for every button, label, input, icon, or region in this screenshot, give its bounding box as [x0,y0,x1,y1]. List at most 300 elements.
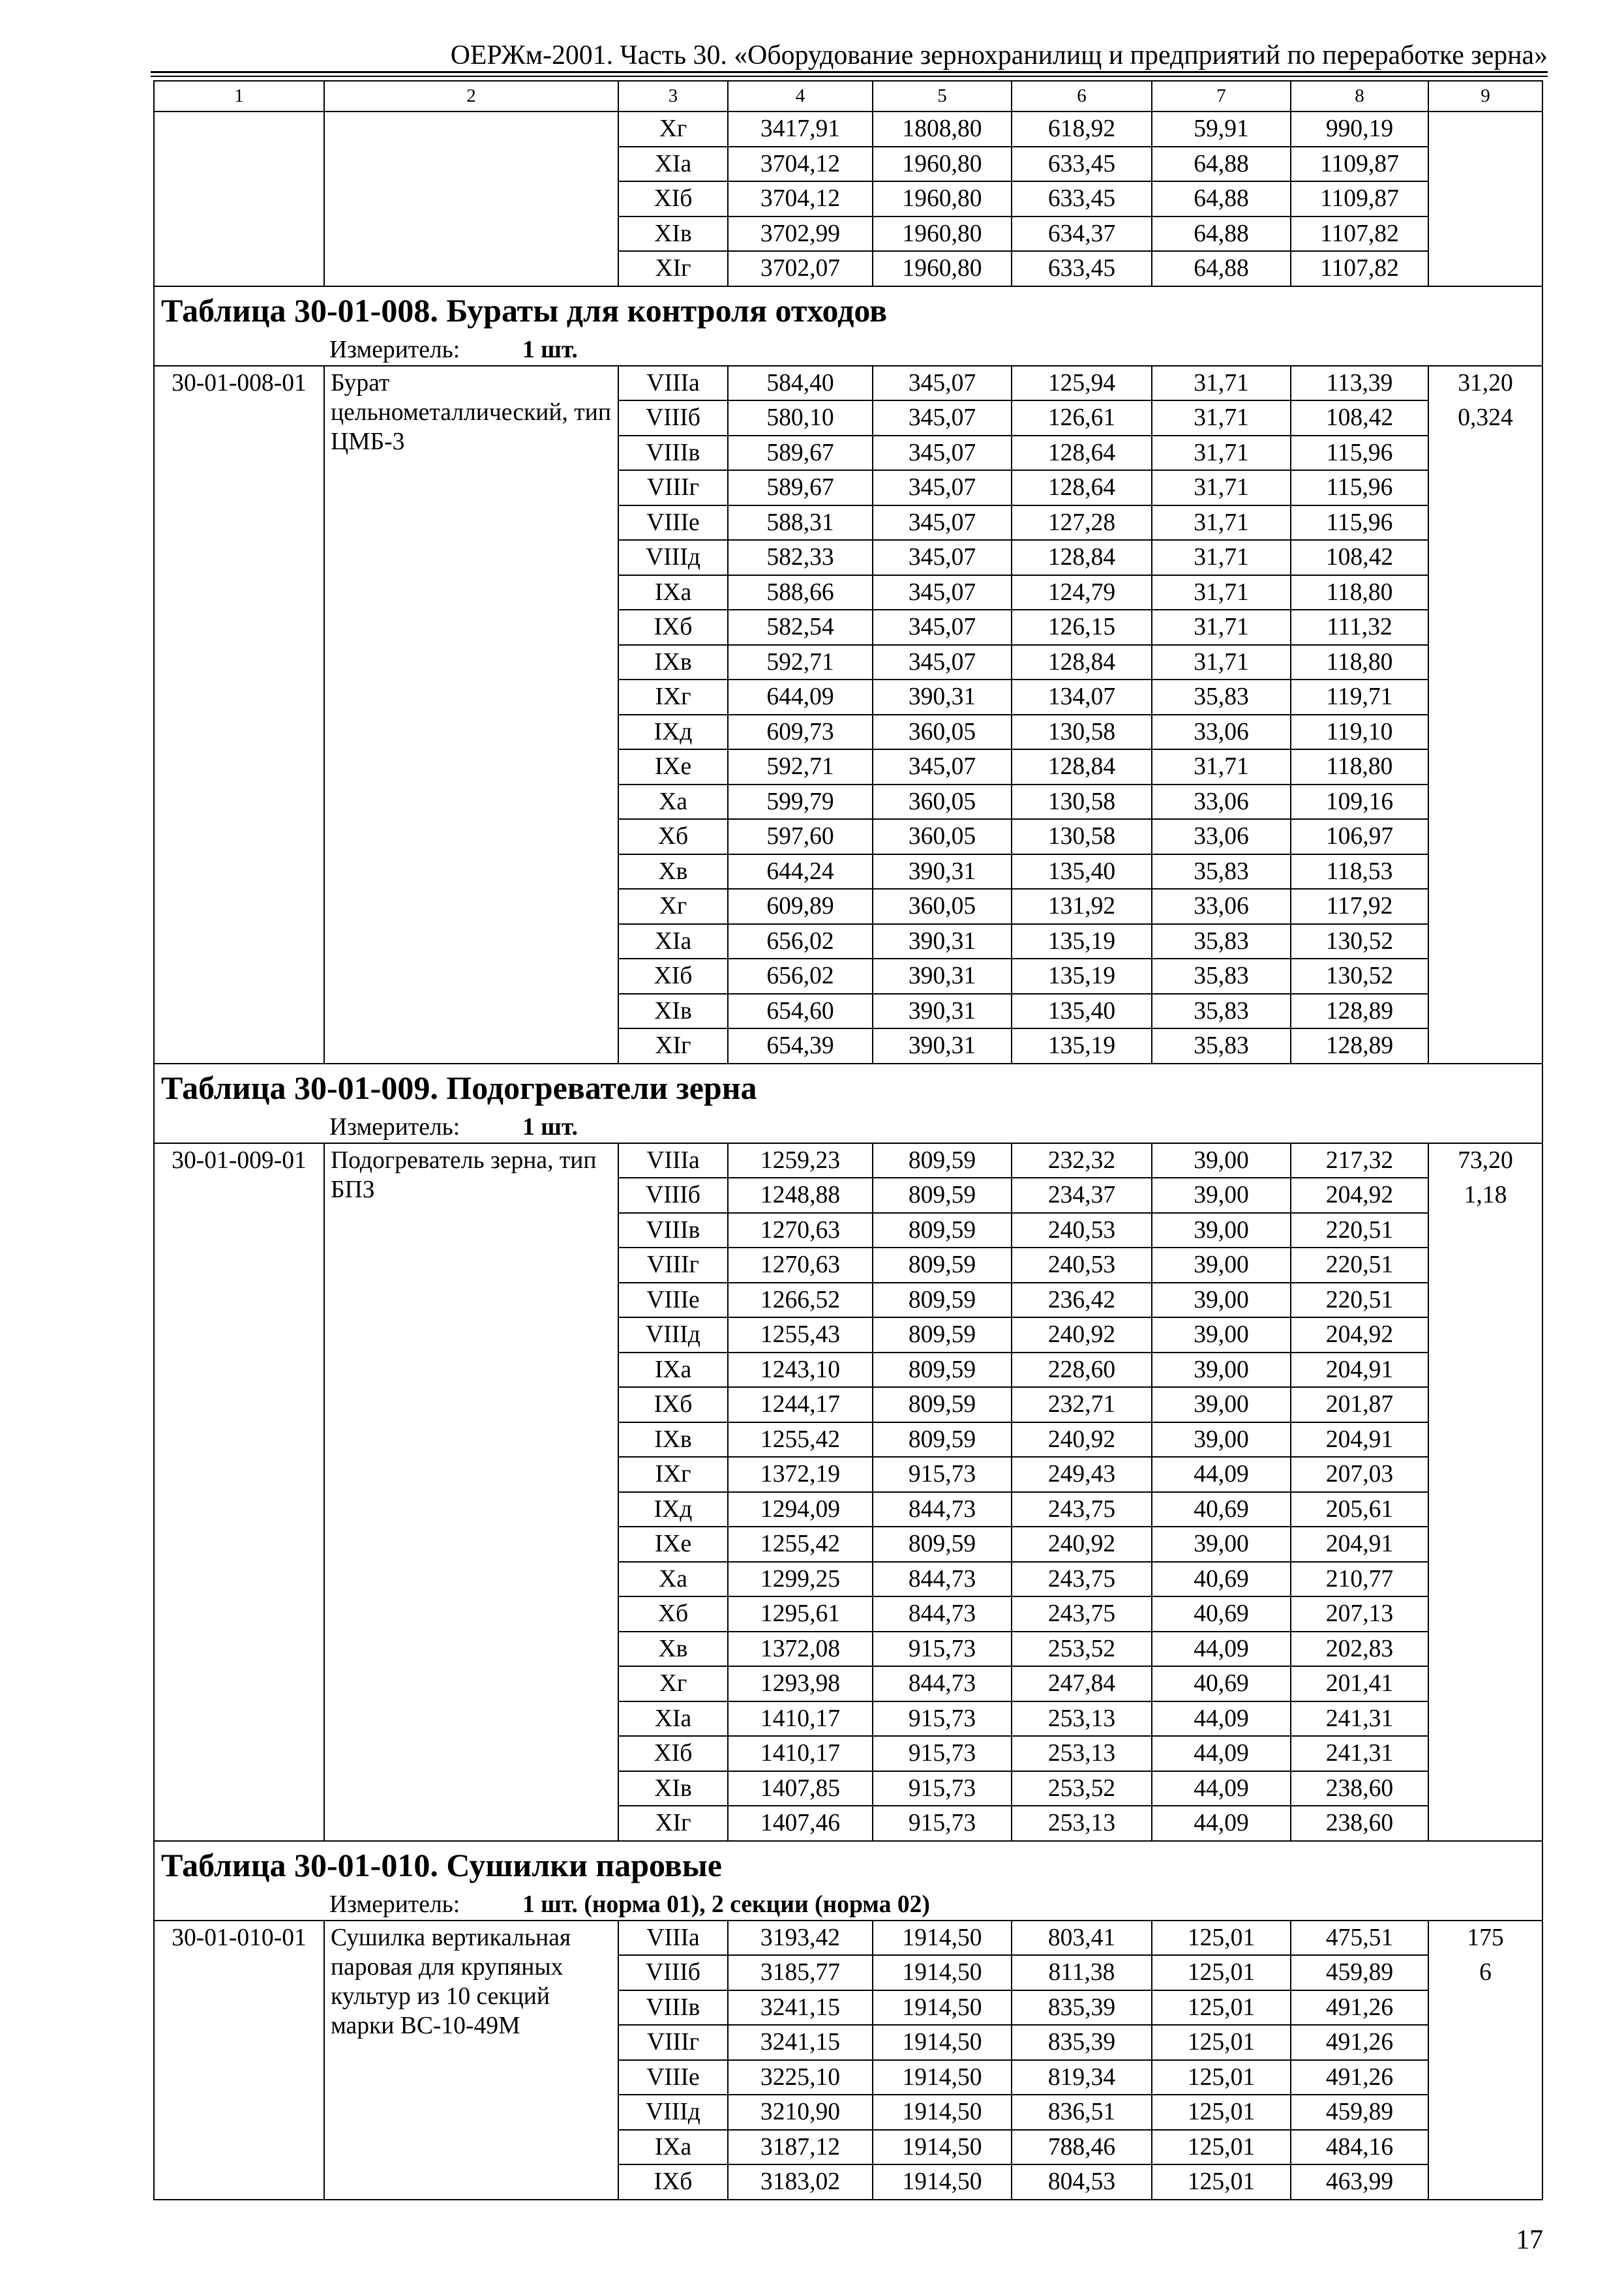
value-col-6: 633,45 [1012,252,1152,287]
value-col-4: 1266,52 [729,1283,873,1319]
value-col-6: 634,37 [1012,217,1152,252]
zone-cell: IXд [619,715,729,751]
value-col-4: 589,67 [729,436,873,471]
value-col-6: 128,84 [1012,646,1152,681]
column-number: 4 [729,82,873,112]
zone-cell: Xа [619,785,729,820]
value-col-6: 135,40 [1012,995,1152,1030]
value-col-5: 1914,50 [873,2131,1012,2166]
value-col-7: 39,00 [1152,1248,1291,1283]
value-col-8: 128,89 [1291,1029,1429,1064]
value-col-7: 39,00 [1152,1178,1291,1214]
value-col-5: 809,59 [873,1178,1012,1214]
value-col-4: 588,31 [729,506,873,541]
value-col-5: 345,07 [873,436,1012,471]
unit-of-measure-row [155,1889,1543,1921]
value-col-5: 1914,50 [873,1991,1012,2026]
value-col-7: 35,83 [1152,855,1291,890]
item-name: Бурат цельнометаллический, тип ЦМБ-3 [325,367,619,1064]
value-col-6: 134,07 [1012,680,1152,715]
zone-cell: VIIIе [619,1283,729,1319]
value-col-4: 3193,42 [729,1921,873,1956]
value-col-4: 1255,42 [729,1423,873,1458]
value-col-8: 207,13 [1291,1597,1429,1632]
value-col-4: 1407,46 [729,1806,873,1842]
zone-cell: IXе [619,1527,729,1563]
zone-cell: VIIIв [619,436,729,471]
value-col-7: 64,88 [1152,182,1291,217]
column-9-value: 1,18 [1464,1182,1507,1208]
value-col-8: 128,89 [1291,995,1429,1030]
value-col-4: 1372,19 [729,1458,873,1493]
value-col-4: 592,71 [729,750,873,785]
value-col-8: 220,51 [1291,1248,1429,1283]
value-col-6: 128,84 [1012,750,1152,785]
value-col-4: 1255,42 [729,1527,873,1563]
value-col-5: 1960,80 [873,217,1012,252]
unit-of-measure-row [155,1112,1543,1144]
value-col-6: 126,15 [1012,610,1152,646]
zone-cell: IXд [619,1493,729,1528]
value-col-5: 844,73 [873,1563,1012,1598]
value-col-7: 39,00 [1152,1214,1291,1249]
value-col-8: 130,52 [1291,959,1429,995]
value-col-5: 345,07 [873,541,1012,576]
value-col-6: 253,13 [1012,1737,1152,1772]
zone-cell: IXб [619,1388,729,1423]
rate-code: 30-01-010-01 [155,1921,325,2200]
column-number: 3 [619,82,729,112]
zone-cell: VIIIд [619,1318,729,1353]
rate-code: 30-01-008-01 [155,367,325,1064]
value-col-5: 345,07 [873,367,1012,402]
value-col-7: 44,09 [1152,1632,1291,1668]
value-col-8: 217,32 [1291,1144,1429,1179]
zone-cell: Xб [619,820,729,855]
value-col-4: 3210,90 [729,2095,873,2131]
value-col-4: 609,73 [729,715,873,751]
value-col-6: 247,84 [1012,1667,1152,1702]
value-col-7: 31,71 [1152,610,1291,646]
zone-cell: Xг [619,890,729,925]
value-col-4: 1270,63 [729,1248,873,1283]
value-col-8: 202,83 [1291,1632,1429,1668]
value-col-6: 125,94 [1012,367,1152,402]
zone-cell: IXг [619,1458,729,1493]
column-9-value: 31,20 [1458,369,1513,396]
measure-value: 1 шт. (норма 01), 2 секции (норма 02) [522,1891,930,1918]
column-9-values [1429,367,1543,1064]
value-col-8: 484,16 [1291,2131,1429,2166]
value-col-4: 654,60 [729,995,873,1030]
zone-cell: Xв [619,855,729,890]
value-col-6: 228,60 [1012,1353,1152,1388]
value-col-4: 1243,10 [729,1353,873,1388]
value-col-6: 819,34 [1012,2061,1152,2096]
zone-cell: XIв [619,217,729,252]
value-col-8: 118,80 [1291,646,1429,681]
value-col-4: 599,79 [729,785,873,820]
value-col-4: 1255,43 [729,1318,873,1353]
zone-cell: XIа [619,925,729,960]
value-col-5: 809,59 [873,1353,1012,1388]
value-col-4: 582,33 [729,541,873,576]
zone-cell: XIа [619,147,729,183]
value-col-6: 240,92 [1012,1318,1152,1353]
value-col-7: 33,06 [1152,820,1291,855]
value-col-5: 360,05 [873,820,1012,855]
value-col-4: 3704,12 [729,147,873,183]
value-col-5: 809,59 [873,1423,1012,1458]
column-number: 2 [325,82,619,112]
value-col-5: 915,73 [873,1702,1012,1737]
value-col-6: 240,92 [1012,1423,1152,1458]
value-col-7: 125,01 [1152,2061,1291,2096]
value-col-7: 44,09 [1152,1702,1291,1737]
header-double-rule [151,71,1548,77]
zone-cell: Xб [619,1597,729,1632]
zone-cell: VIIIе [619,2061,729,2096]
value-col-5: 1914,50 [873,2026,1012,2061]
value-col-7: 64,88 [1152,217,1291,252]
table-title: Таблица 30-01-010. Сушилки паровые [155,1842,1543,1889]
value-col-5: 360,05 [873,715,1012,751]
value-col-7: 39,00 [1152,1527,1291,1563]
value-col-7: 40,69 [1152,1667,1291,1702]
value-col-8: 118,80 [1291,750,1429,785]
value-col-4: 597,60 [729,820,873,855]
value-col-5: 360,05 [873,785,1012,820]
column-9-value: 0,324 [1458,404,1513,431]
value-col-6: 633,45 [1012,182,1152,217]
zone-cell: IXв [619,1423,729,1458]
value-col-6: 234,37 [1012,1178,1152,1214]
zone-cell: Xг [619,112,729,147]
value-col-4: 589,67 [729,471,873,506]
value-col-5: 1914,50 [873,1956,1012,1991]
value-col-6: 130,58 [1012,715,1152,751]
zone-cell: VIIIд [619,541,729,576]
value-col-8: 113,39 [1291,367,1429,402]
column-number: 8 [1291,82,1429,112]
value-col-8: 491,26 [1291,2061,1429,2096]
value-col-8: 210,77 [1291,1563,1429,1598]
value-col-7: 40,69 [1152,1493,1291,1528]
item-name: Подогреватель зерна, тип БПЗ [325,1144,619,1842]
value-col-6: 243,75 [1012,1597,1152,1632]
zone-cell: Xа [619,1563,729,1598]
value-col-6: 131,92 [1012,890,1152,925]
value-col-7: 33,06 [1152,785,1291,820]
zone-cell: VIIIг [619,1248,729,1283]
value-col-6: 835,39 [1012,1991,1152,2026]
value-col-8: 459,89 [1291,1956,1429,1991]
page-number: 17 [1516,2225,1543,2255]
value-col-4: 1248,88 [729,1178,873,1214]
zone-cell: VIIIб [619,1178,729,1214]
value-col-5: 809,59 [873,1527,1012,1563]
zone-cell: XIг [619,1029,729,1064]
value-col-8: 463,99 [1291,2165,1429,2200]
column-number: 6 [1012,82,1152,112]
zone-cell: XIв [619,1772,729,1807]
value-col-6: 240,53 [1012,1214,1152,1249]
zone-cell: IXа [619,576,729,611]
value-col-4: 1270,63 [729,1214,873,1249]
value-col-5: 345,07 [873,750,1012,785]
value-col-4: 588,66 [729,576,873,611]
value-col-5: 1914,50 [873,2061,1012,2096]
value-col-8: 1109,87 [1291,182,1429,217]
value-col-5: 345,07 [873,610,1012,646]
value-col-8: 204,91 [1291,1527,1429,1563]
value-col-4: 3702,99 [729,217,873,252]
value-col-7: 125,01 [1152,2095,1291,2131]
measure-value: 1 шт. [522,1113,578,1141]
value-col-5: 390,31 [873,959,1012,995]
measure-label: Измеритель: [329,1891,460,1918]
column-number: 7 [1152,82,1291,112]
value-col-6: 240,53 [1012,1248,1152,1283]
value-col-4: 1259,23 [729,1144,873,1179]
value-col-7: 125,01 [1152,1921,1291,1956]
value-col-4: 1372,08 [729,1632,873,1668]
value-col-8: 990,19 [1291,112,1429,147]
value-col-8: 205,61 [1291,1493,1429,1528]
value-col-7: 64,88 [1152,147,1291,183]
value-col-7: 39,00 [1152,1353,1291,1388]
zone-cell: XIб [619,182,729,217]
value-col-8: 117,92 [1291,890,1429,925]
value-col-5: 915,73 [873,1458,1012,1493]
value-col-6: 128,84 [1012,541,1152,576]
column-9-values [1429,1144,1543,1842]
zone-cell: VIIIг [619,2026,729,2061]
value-col-7: 125,01 [1152,1991,1291,2026]
zone-cell: VIIIб [619,1956,729,1991]
value-col-5: 809,59 [873,1144,1012,1179]
value-col-4: 3183,02 [729,2165,873,2200]
zone-cell: VIIIе [619,506,729,541]
value-col-8: 1109,87 [1291,147,1429,183]
value-col-6: 135,19 [1012,925,1152,960]
measure-label: Измеритель: [329,1113,460,1141]
value-col-8: 118,80 [1291,576,1429,611]
value-col-4: 644,09 [729,680,873,715]
value-col-7: 35,83 [1152,959,1291,995]
value-col-5: 390,31 [873,925,1012,960]
value-col-8: 491,26 [1291,1991,1429,2026]
zone-cell: VIIIд [619,2095,729,2131]
value-col-7: 125,01 [1152,2131,1291,2166]
zone-cell: IXв [619,646,729,681]
value-col-6: 253,13 [1012,1702,1152,1737]
value-col-5: 1914,50 [873,1921,1012,1956]
value-col-6: 130,58 [1012,820,1152,855]
rate-code [155,112,325,287]
value-col-8: 118,53 [1291,855,1429,890]
value-col-4: 3417,91 [729,112,873,147]
value-col-6: 135,40 [1012,855,1152,890]
column-9-value: 73,20 [1458,1146,1513,1174]
zone-cell: XIг [619,1806,729,1842]
value-col-8: 204,91 [1291,1353,1429,1388]
value-col-7: 35,83 [1152,680,1291,715]
measure-label: Измеритель: [329,336,460,363]
value-col-4: 1410,17 [729,1702,873,1737]
value-col-8: 204,92 [1291,1318,1429,1353]
value-col-7: 44,09 [1152,1737,1291,1772]
value-col-5: 915,73 [873,1632,1012,1668]
measure-value: 1 шт. [522,336,578,363]
value-col-8: 109,16 [1291,785,1429,820]
value-col-4: 592,71 [729,646,873,681]
value-col-8: 201,41 [1291,1667,1429,1702]
value-col-4: 1293,98 [729,1667,873,1702]
value-col-6: 127,28 [1012,506,1152,541]
value-col-5: 844,73 [873,1597,1012,1632]
value-col-6: 232,71 [1012,1388,1152,1423]
value-col-6: 135,19 [1012,959,1152,995]
zone-cell: XIб [619,1737,729,1772]
column-number: 5 [873,82,1012,112]
value-col-5: 345,07 [873,576,1012,611]
value-col-8: 108,42 [1291,541,1429,576]
value-col-4: 654,39 [729,1029,873,1064]
value-col-6: 240,92 [1012,1527,1152,1563]
value-col-5: 360,05 [873,890,1012,925]
value-col-6: 836,51 [1012,2095,1152,2131]
value-col-5: 1960,80 [873,147,1012,183]
value-col-7: 39,00 [1152,1423,1291,1458]
value-col-7: 44,09 [1152,1772,1291,1807]
value-col-6: 253,52 [1012,1772,1152,1807]
column-9-value: 175 [1467,1924,1504,1951]
value-col-6: 249,43 [1012,1458,1152,1493]
zone-cell: VIIIа [619,1921,729,1956]
zone-cell: XIг [619,252,729,287]
value-col-6: 124,79 [1012,576,1152,611]
value-col-5: 915,73 [873,1806,1012,1842]
value-col-7: 35,83 [1152,1029,1291,1064]
value-col-7: 33,06 [1152,715,1291,751]
value-col-4: 1244,17 [729,1388,873,1423]
value-col-6: 253,13 [1012,1806,1152,1842]
zone-cell: Xг [619,1667,729,1702]
value-col-6: 618,92 [1012,112,1152,147]
value-col-8: 1107,82 [1291,252,1429,287]
value-col-8: 475,51 [1291,1921,1429,1956]
value-col-4: 580,10 [729,401,873,436]
value-col-6: 835,39 [1012,2026,1152,2061]
value-col-7: 39,00 [1152,1283,1291,1319]
value-col-8: 1107,82 [1291,217,1429,252]
value-col-8: 207,03 [1291,1458,1429,1493]
value-col-5: 809,59 [873,1283,1012,1319]
zone-cell: IXг [619,680,729,715]
value-col-5: 1808,80 [873,112,1012,147]
zone-cell: IXе [619,750,729,785]
value-col-8: 204,92 [1291,1178,1429,1214]
value-col-7: 40,69 [1152,1563,1291,1598]
value-col-7: 33,06 [1152,890,1291,925]
value-col-7: 39,00 [1152,1144,1291,1179]
rate-code: 30-01-009-01 [155,1144,325,1842]
value-col-5: 809,59 [873,1214,1012,1249]
value-col-7: 31,71 [1152,541,1291,576]
unit-of-measure-row [155,335,1543,367]
zone-cell: VIIIв [619,1991,729,2026]
value-col-8: 201,87 [1291,1388,1429,1423]
value-col-4: 582,54 [729,610,873,646]
value-col-7: 31,71 [1152,436,1291,471]
value-col-7: 125,01 [1152,2026,1291,2061]
value-col-8: 491,26 [1291,2026,1429,2061]
value-col-6: 232,32 [1012,1144,1152,1179]
item-name: Сушилка вертикальная паровая для крупяных культур из 10 секций марки ВС-10-49М [325,1921,619,2200]
value-col-7: 125,01 [1152,1956,1291,1991]
value-col-6: 633,45 [1012,147,1152,183]
value-col-8: 241,31 [1291,1737,1429,1772]
value-col-6: 788,46 [1012,2131,1152,2166]
value-col-4: 644,24 [729,855,873,890]
value-col-7: 39,00 [1152,1388,1291,1423]
zone-cell: Xв [619,1632,729,1668]
zone-cell: VIIIг [619,471,729,506]
value-col-6: 128,64 [1012,471,1152,506]
value-col-6: 130,58 [1012,785,1152,820]
value-col-8: 204,91 [1291,1423,1429,1458]
value-col-6: 804,53 [1012,2165,1152,2200]
value-col-6: 811,38 [1012,1956,1152,1991]
value-col-8: 119,71 [1291,680,1429,715]
zone-cell: VIIIв [619,1214,729,1249]
zone-cell: XIа [619,1702,729,1737]
zone-cell: VIIIа [619,367,729,402]
value-col-4: 3187,12 [729,2131,873,2166]
column-number: 1 [155,82,325,112]
value-col-7: 31,71 [1152,367,1291,402]
zone-cell: IXа [619,2131,729,2166]
value-col-7: 40,69 [1152,1597,1291,1632]
value-col-4: 3241,15 [729,1991,873,2026]
value-col-6: 126,61 [1012,401,1152,436]
value-col-7: 35,83 [1152,995,1291,1030]
table-title: Таблица 30-01-009. Подогреватели зерна [155,1064,1543,1112]
value-col-7: 64,88 [1152,252,1291,287]
zone-cell: XIб [619,959,729,995]
value-col-4: 1294,09 [729,1493,873,1528]
value-col-6: 135,19 [1012,1029,1152,1064]
value-col-8: 115,96 [1291,436,1429,471]
value-col-5: 390,31 [873,995,1012,1030]
value-col-4: 1410,17 [729,1737,873,1772]
value-col-8: 108,42 [1291,401,1429,436]
value-col-8: 220,51 [1291,1283,1429,1319]
value-col-6: 803,41 [1012,1921,1152,1956]
value-col-6: 243,75 [1012,1493,1152,1528]
value-col-4: 584,40 [729,367,873,402]
value-col-4: 1299,25 [729,1563,873,1598]
value-col-7: 31,71 [1152,506,1291,541]
value-col-6: 253,52 [1012,1632,1152,1668]
value-col-8: 238,60 [1291,1772,1429,1807]
value-col-5: 844,73 [873,1667,1012,1702]
zone-cell: IXа [619,1353,729,1388]
value-col-7: 59,91 [1152,112,1291,147]
value-col-4: 3704,12 [729,182,873,217]
zone-cell: IXб [619,2165,729,2200]
